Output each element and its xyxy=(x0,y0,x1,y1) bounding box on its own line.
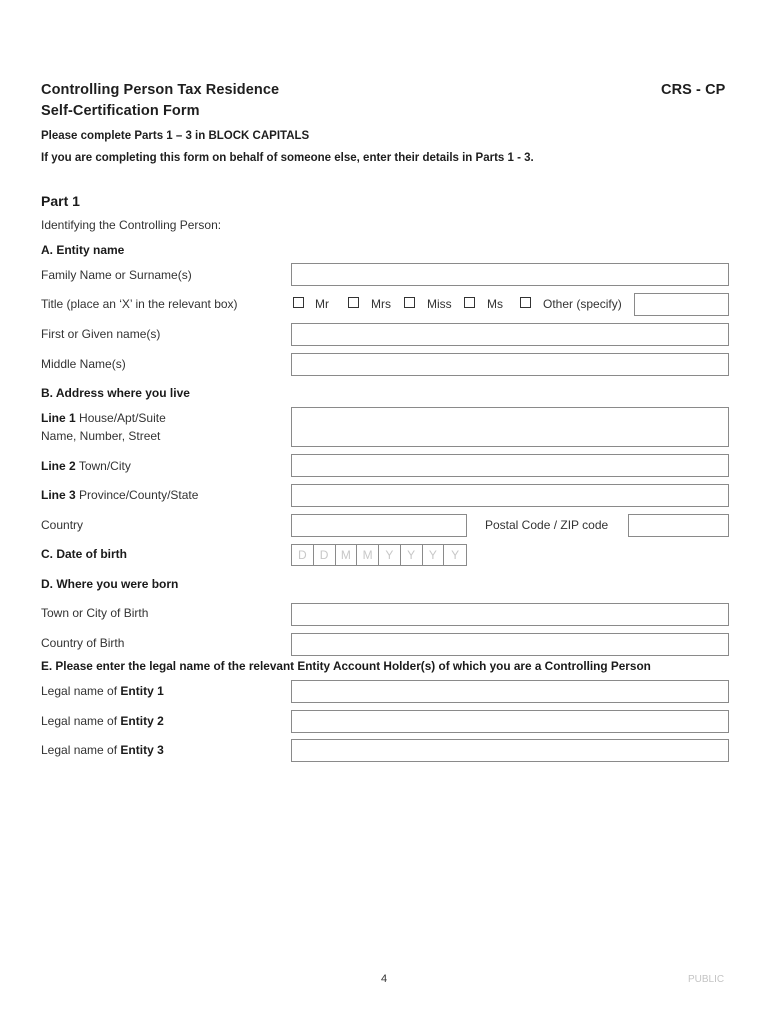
town-of-birth-label: Town or City of Birth xyxy=(41,606,149,620)
address-line3-input[interactable] xyxy=(292,485,728,506)
family-name-label: Family Name or Surname(s) xyxy=(41,268,192,282)
part1-heading: Part 1 xyxy=(41,193,80,209)
entity3-bold: Entity 3 xyxy=(120,743,164,757)
entity2-input[interactable] xyxy=(292,711,728,732)
entity1-field[interactable] xyxy=(291,680,729,703)
town-of-birth-input[interactable] xyxy=(292,604,728,625)
dob-year-1[interactable]: Y xyxy=(379,545,401,565)
entity2-field[interactable] xyxy=(291,710,729,733)
option-mr-label: Mr xyxy=(315,297,329,311)
entity2-label xyxy=(41,714,164,728)
option-ms-label: Ms xyxy=(487,297,503,311)
page-number: 4 xyxy=(381,973,388,985)
address-line1-label xyxy=(41,411,166,425)
town-of-birth-field[interactable] xyxy=(291,603,729,626)
address-line2-bold: Line 2 xyxy=(41,459,76,473)
dob-year-3[interactable]: Y xyxy=(423,545,445,565)
middle-name-field[interactable] xyxy=(291,353,729,376)
section-b-heading: B. Address where you live xyxy=(41,386,190,400)
address-line1-input[interactable] xyxy=(292,408,728,446)
country-input[interactable] xyxy=(292,515,466,536)
title-other-field[interactable] xyxy=(634,293,729,316)
dob-day-1[interactable]: D xyxy=(292,545,314,565)
dob-day-2[interactable]: D xyxy=(314,545,336,565)
postal-code-label: Postal Code / ZIP code xyxy=(485,518,609,532)
checkbox-miss[interactable] xyxy=(404,297,415,308)
country-of-birth-input[interactable] xyxy=(292,634,728,655)
checkbox-other[interactable] xyxy=(520,297,531,308)
address-line2-field[interactable] xyxy=(291,454,729,477)
dob-month-1[interactable]: M xyxy=(336,545,358,565)
option-miss-label: Miss xyxy=(427,297,452,311)
middle-name-label: Middle Name(s) xyxy=(41,357,126,371)
dob-year-2[interactable]: Y xyxy=(401,545,423,565)
checkbox-mrs[interactable] xyxy=(348,297,359,308)
title-label: Title (place an ‘X’ in the relevant box) xyxy=(41,297,238,311)
first-name-label: First or Given name(s) xyxy=(41,327,161,341)
date-of-birth-field[interactable] xyxy=(291,544,467,566)
dob-month-2[interactable]: M xyxy=(357,545,379,565)
form-title-line1: Controlling Person Tax Residence xyxy=(41,82,280,98)
classification-label: PUBLIC xyxy=(688,974,725,985)
entity1-prefix: Legal name of xyxy=(41,684,118,698)
address-line3-field[interactable] xyxy=(291,484,729,507)
postal-code-field[interactable] xyxy=(628,514,729,537)
entity1-bold: Entity 1 xyxy=(120,684,164,698)
entity3-prefix: Legal name of xyxy=(41,743,118,757)
dob-year-4[interactable]: Y xyxy=(451,548,460,562)
address-line2-desc: Town/City xyxy=(78,459,131,473)
section-c-heading: C. Date of birth xyxy=(41,547,127,561)
address-line2-label xyxy=(41,459,131,473)
instruction-block-capitals: Please complete Parts 1 – 3 in BLOCK CAPITALS xyxy=(41,130,310,142)
address-line2-input[interactable] xyxy=(292,455,728,476)
section-a-heading: A. Entity name xyxy=(41,243,125,257)
family-name-input[interactable] xyxy=(292,264,728,285)
entity2-prefix: Legal name of xyxy=(41,714,118,728)
address-line1-bold: Line 1 xyxy=(41,411,76,425)
address-line1-label-cont: Name, Number, Street xyxy=(41,429,161,443)
entity2-bold: Entity 2 xyxy=(120,714,164,728)
title-other-input[interactable] xyxy=(635,294,728,315)
family-name-field[interactable] xyxy=(291,263,729,286)
country-label: Country xyxy=(41,518,84,532)
country-of-birth-label: Country of Birth xyxy=(41,636,125,650)
first-name-field[interactable] xyxy=(291,323,729,346)
entity3-label xyxy=(41,743,164,757)
entity3-input[interactable] xyxy=(292,740,728,761)
first-name-input[interactable] xyxy=(292,324,728,345)
section-e-heading: E. Please enter the legal name of the relevant Entity Account Holder(s) of which you are a Controlling Person xyxy=(41,659,651,673)
entity1-input[interactable] xyxy=(292,681,728,702)
form-code: CRS - CP xyxy=(661,82,726,98)
option-other-label: Other (specify) xyxy=(543,297,622,311)
postal-code-input[interactable] xyxy=(629,515,728,536)
address-line1-desc: House/Apt/Suite xyxy=(79,411,166,425)
address-line3-label xyxy=(41,488,198,502)
checkbox-mr[interactable] xyxy=(293,297,304,308)
country-of-birth-field[interactable] xyxy=(291,633,729,656)
entity1-label xyxy=(41,684,164,698)
section-d-heading: D. Where you were born xyxy=(41,577,179,591)
address-line3-bold: Line 3 xyxy=(41,488,76,502)
checkbox-ms[interactable] xyxy=(464,297,475,308)
middle-name-input[interactable] xyxy=(292,354,728,375)
entity3-field[interactable] xyxy=(291,739,729,762)
part1-intro: Identifying the Controlling Person: xyxy=(41,218,222,232)
address-line3-desc: Province/County/State xyxy=(79,488,199,502)
address-line1-field[interactable] xyxy=(291,407,729,447)
instruction-on-behalf: If you are completing this form on behalf of someone else, enter their details in Parts 1 - 3. xyxy=(41,152,534,164)
form-title-line2: Self-Certification Form xyxy=(41,103,200,119)
country-field[interactable] xyxy=(291,514,467,537)
option-mrs-label: Mrs xyxy=(371,297,391,311)
